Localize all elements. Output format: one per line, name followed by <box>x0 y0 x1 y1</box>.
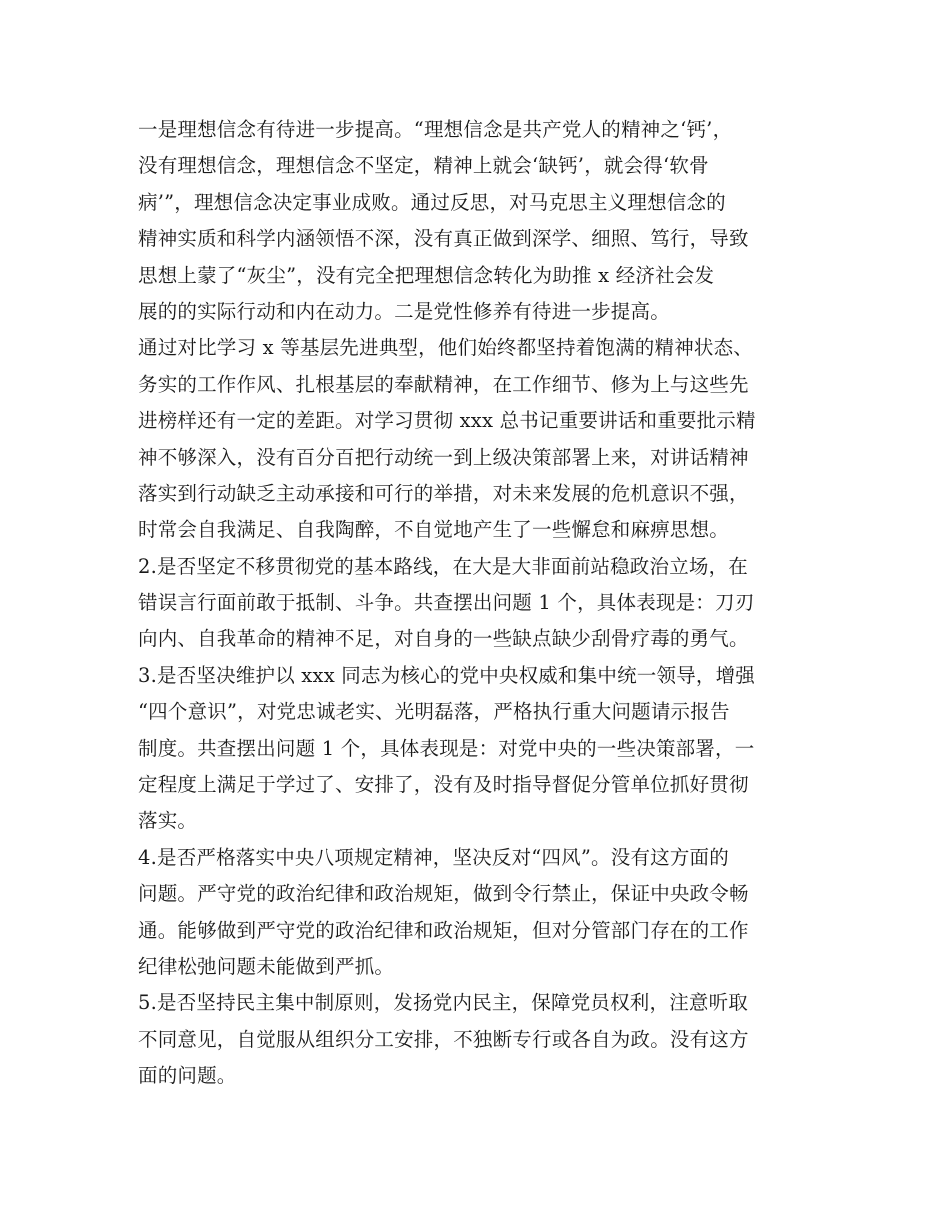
text-line: 病’”，理想信念决定事业成败。通过反思，对马克思主义理想信念的 <box>138 190 726 214</box>
text-line: 定程度上满足于学过了、安排了，没有及时指导督促分管单位抓好贯彻 <box>138 773 749 797</box>
text-line: 神不够深入，没有百分百把行动统一到上级决策部署上来，对讲话精神 <box>138 445 749 469</box>
text-line: 一是理想信念有待进一步提高。“理想信念是共产党人的精神之‘钙’， <box>138 118 733 141</box>
text-line: 问题。严守党的政治纪律和政治规矩，做到令行禁止，保证中央政令畅 <box>138 882 749 906</box>
text-line: 4.是否严格落实中央八项规定精神，坚决反对“四风”。没有这方面的 <box>138 845 729 869</box>
text-line: 错误言行面前敢于抵制、斗争。共查摆出问题 1 个，具体表现是：刀刃 <box>138 591 755 615</box>
text-line: 精神实质和科学内涵领悟不深，没有真正做到深学、细照、笃行，导致 <box>138 227 749 251</box>
document-body <box>138 112 828 1095</box>
text-line: 进榜样还有一定的差距。对学习贯彻 xxx 总书记重要讲话和重要批示精 <box>138 409 756 433</box>
text-line: 落实。 <box>138 809 198 833</box>
text-line: “四个意识”，对党忠诚老实、光明磊落，严格执行重大问题请示报告 <box>138 700 730 724</box>
text-line: 面的问题。 <box>138 1064 237 1088</box>
text-line: 3.是否坚决维护以 xxx 同志为核心的党中央权威和集中统一领导，增强 <box>138 663 755 687</box>
text-line: 向内、自我革命的精神不足，对自身的一些缺点缺少刮骨疗毒的勇气。 <box>138 627 749 651</box>
text-line: 制度。共查摆出问题 1 个，具体表现是：对党中央的一些决策部署，一 <box>138 736 755 760</box>
text-line: 2.是否坚定不移贯彻党的基本路线，在大是大非面前站稳政治立场，在 <box>138 554 749 578</box>
text-line: 展的的实际行动和内在动力。二是党性修养有待进一步提高。 <box>138 299 670 323</box>
text-line: 不同意见，自觉服从组织分工安排，不独断专行或各自为政。没有这方 <box>138 1027 749 1051</box>
text-line: 落实到行动缺乏主动承接和可行的举措，对未来发展的危机意识不强， <box>138 481 749 505</box>
text-line: 时常会自我满足、自我陶醉，不自觉地产生了一些懈怠和麻痹思想。 <box>138 518 730 542</box>
text-line: 务实的工作作风、扎根基层的奉献精神，在工作细节、修为上与这些先 <box>138 372 749 396</box>
text-line: 通过对比学习 x 等基层先进典型，他们始终都坚持着饱满的精神状态、 <box>138 336 753 360</box>
text-line: 纪律松弛问题未能做到严抓。 <box>138 954 395 978</box>
text-line: 5.是否坚持民主集中制原则，发扬党内民主，保障党员权利，注意听取 <box>138 991 749 1015</box>
text-line: 通。能够做到严守党的政治纪律和政治规矩，但对分管部门存在的工作 <box>138 918 749 942</box>
text-line: 没有理想信念，理想信念不坚定，精神上就会‘缺钙’，就会得‘软骨 <box>138 154 709 178</box>
text-line: 思想上蒙了“灰尘”，没有完全把理想信念转化为助推 x 经济社会发 <box>138 263 715 287</box>
